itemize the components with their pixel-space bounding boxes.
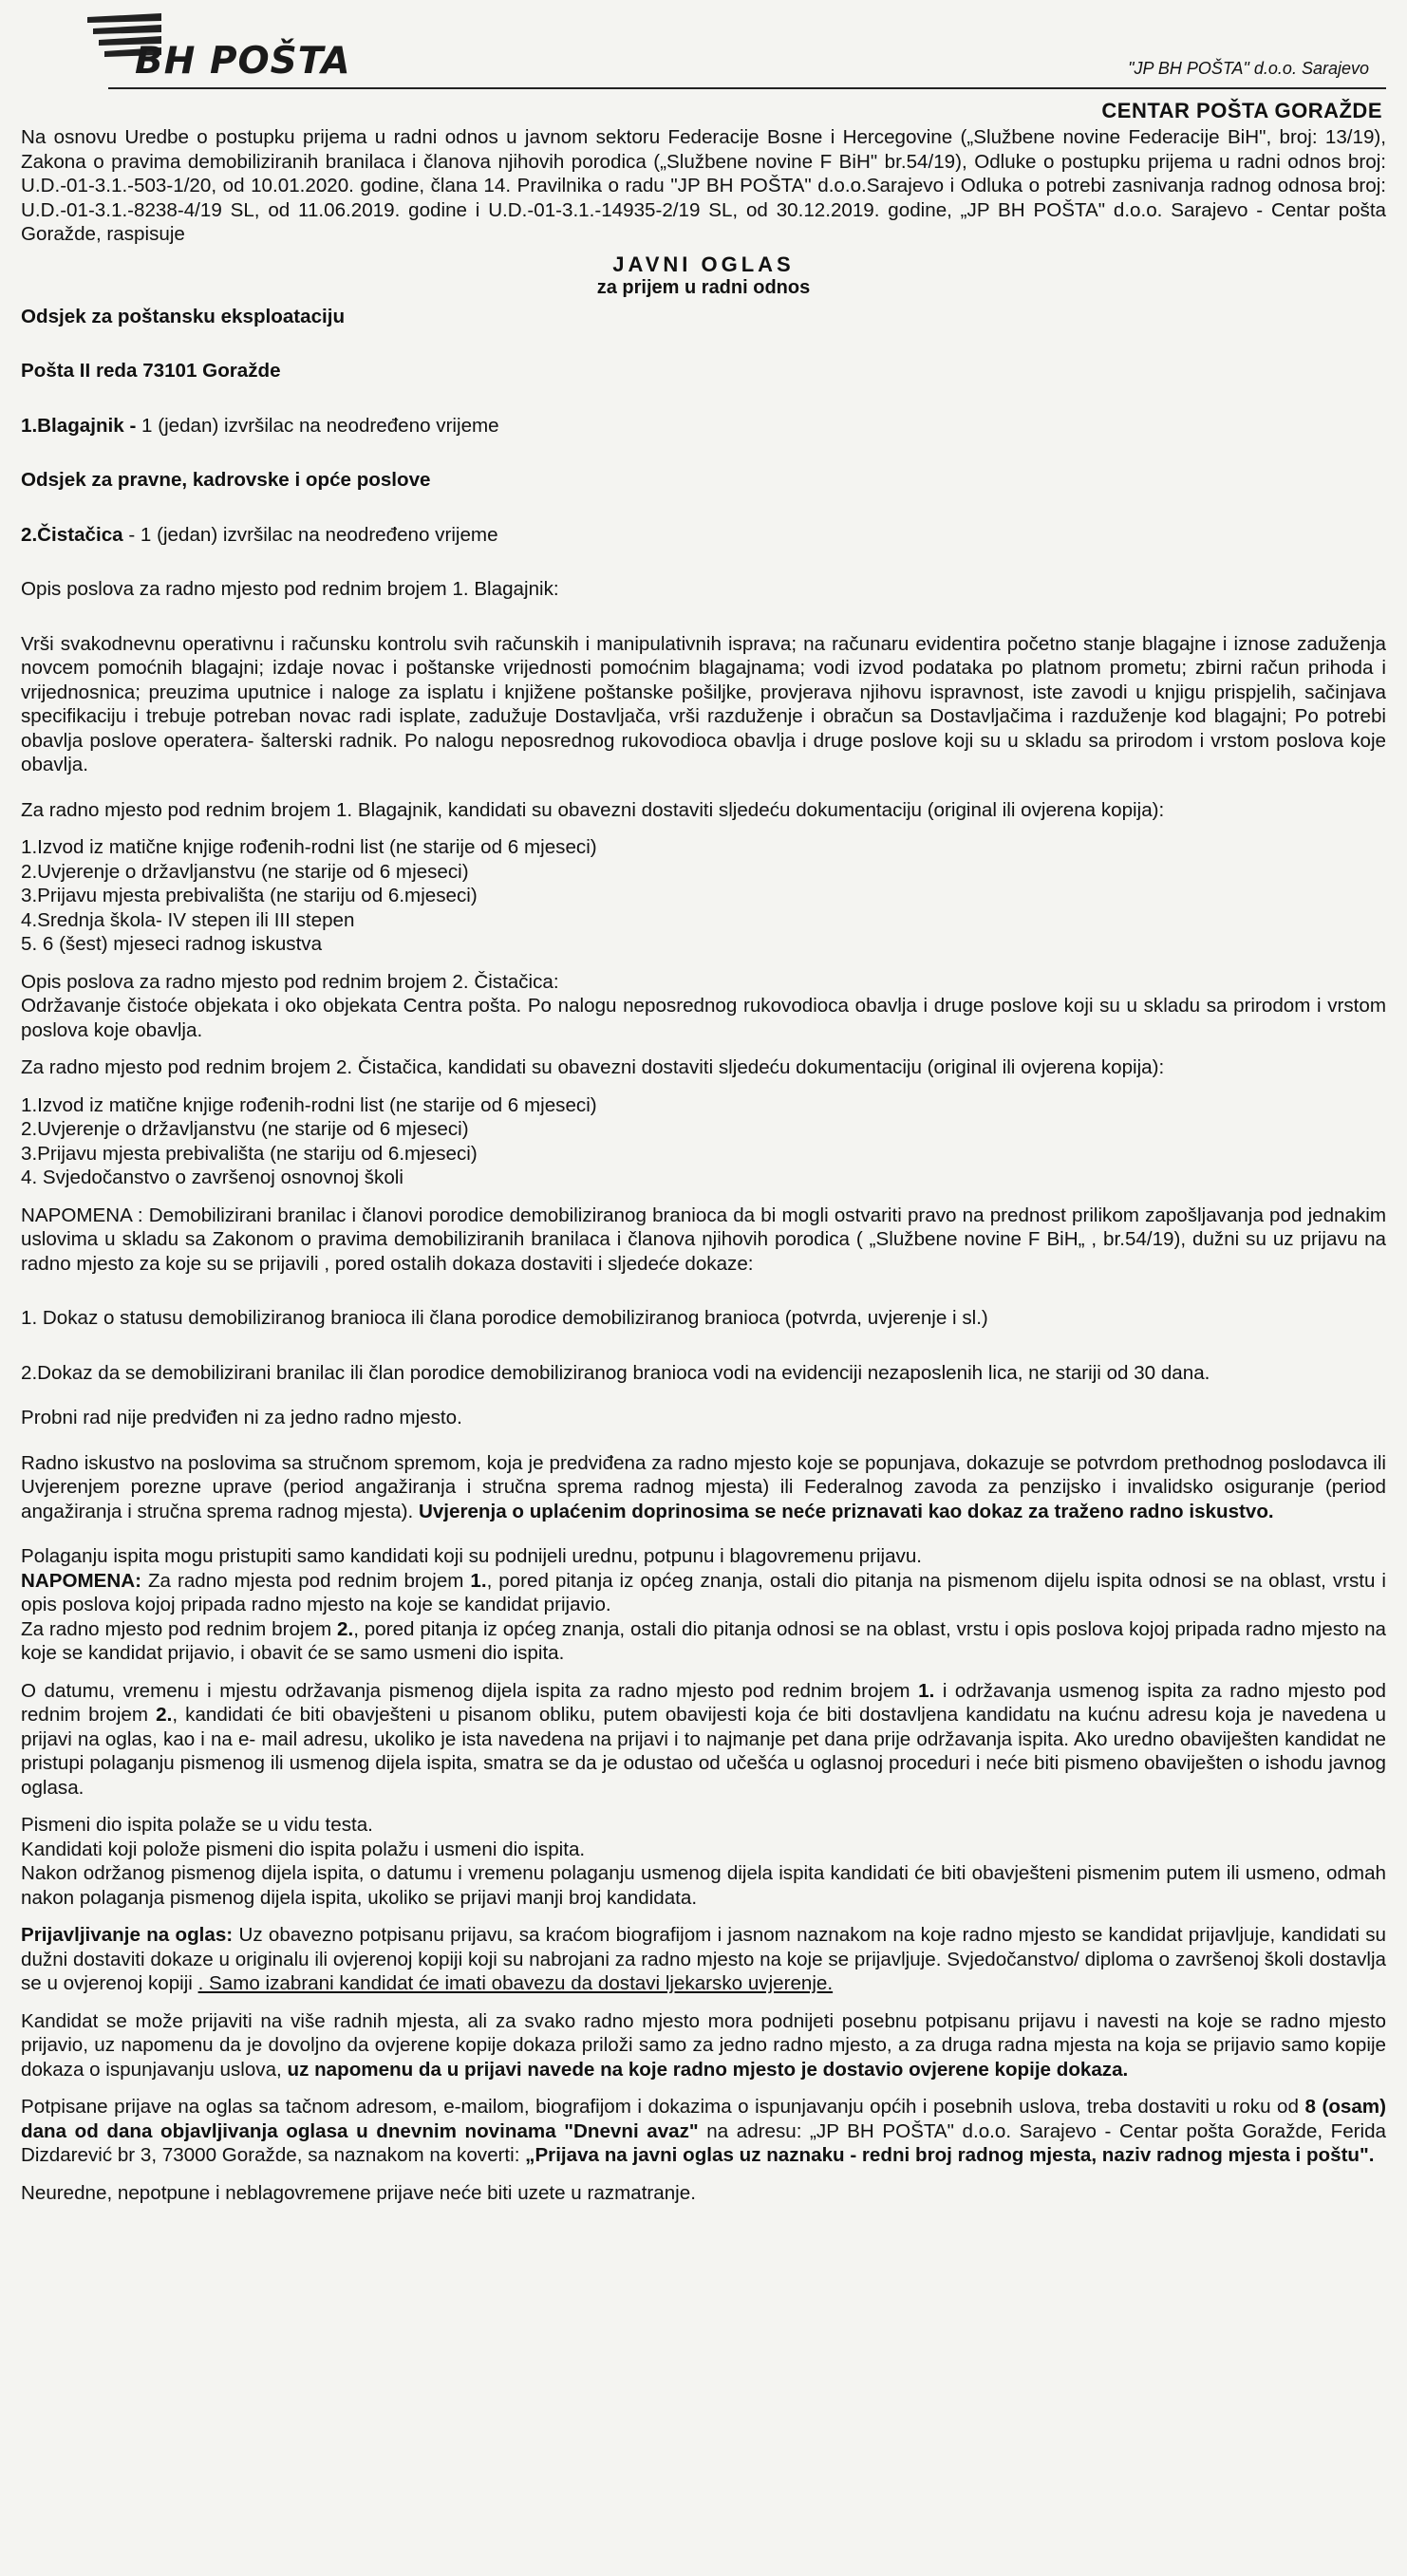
desc-1-text: Vrši svakodnevnu operativnu i računsku kontrolu svih računskih i manipulativnih isprava; na računaru evidentira početno stanje blagajne i iznose zaduženja novcem pomoćnih blagajni; izdaje novac i poštanske vrijednosti pomoćnim blagajnama; vodi izvod podataka po platnom prometu; zbirni račun prihoda i vrijednosnica; preuzima uputnice i naloge za isplatu i knjižene poštanske pošiljke, provjerava njihovu ispravnost, iste zavodi u knjigu prispjelih, sačinjava specifikaciju i trebuje potreban novac radi isplate, zadužuje Dostavljača, vrši razduženje i obračun sa Dostavljačima i razduženje kod blagajni; Po potrebi obavlja poslove operatera- šalterski radnik. Po nalogu neposrednog rukovodioca obavlja i druge poslove koji su u skladu sa prirodom i vrstom poslova koje obavlja. <box>21 632 1386 775</box>
submission-a: Potpisane prijave na oglas sa tačnom adresom, e-mailom, biografijom i dokazima o ispunjavanju općih i posebnih uslova, treba dostaviti u roku od <box>21 2096 1305 2118</box>
exam-date-paragraph <box>21 1679 1386 1801</box>
docs-1-item: 2.Uvjerenje o državljanstvu (ne starije od 6 mjeseci) <box>21 860 469 883</box>
position-1 <box>21 414 1386 439</box>
intro-paragraph: Na osnovu Uredbe o postupku prijema u radni odnos u javnom sektoru Federacije Bosne i Hercegovine („Službene novine Federacije BiH", broj: 13/19), Zakona o pravima demobiliziranih branilaca i članova njihovih porodica („Službene novine F BiH" br.54/19), Odluke o postupku prijema u radni odnos broj: U.D.-01-3.1.-503-1/20, od 10.01.2020. godine, člana 14. Pravilnika o radu "JP BH POŠTA" d.o.o.Sarajevo i Odluka o potrebi zasnivanja radnog odnosa broj: U.D.-01-3.1.-8238-4/19 SL, od 11.06.2019. godine i U.D.-01-3.1.-14935-2/19 SL, od 30.12.2019. godine, „JP BH POŠTA" d.o.o. Sarajevo - Centar pošta Goražde, raspisuje <box>21 126 1386 245</box>
docs-1-item: 5. 6 (šest) mjeseci radnog iskustva <box>21 933 323 955</box>
submission-paragraph <box>21 2095 1386 2168</box>
title-block <box>21 252 1386 301</box>
document-body <box>21 125 1386 2205</box>
experience-paragraph <box>21 1451 1386 1524</box>
exam-date-c: i održavanja usmenog ispita za radno mjesto pod rednim brojem <box>21 1679 1387 1726</box>
exam-note2-text-a: Za radno mjesto pod rednim brojem <box>21 1617 337 1640</box>
desc-1-heading: Opis poslova za radno mjesto pod rednim brojem 1. Blagajnik: <box>21 578 559 600</box>
written-exam-3: Nakon održanog pismenog dijela ispita, o datumu i vremenu polaganju usmenog dijela ispita kandidati će biti obavješteni pismenim putem ili usmeno, odmah nakon polaganja pismenog dijela ispita, ukoliko se prijavi manji broj kandidata. <box>21 1862 1386 1909</box>
submission-envelope: „Prijava na javni oglas uz naznaku - redni broj radnog mjesta, naziv radnog mjesta i poštu". <box>525 2144 1375 2166</box>
exam-note-text-a: Za radno mjesta pod rednim brojem <box>141 1569 471 1592</box>
department-1: Odsjek za poštansku eksploataciju <box>21 305 346 327</box>
experience-bold: Uvjerenja o uplaćenim doprinosima se neće priznavati kao dokaz za traženo radno iskustvo. <box>418 1500 1274 1522</box>
exam-date-d: 2. <box>156 1704 173 1726</box>
document-title: JAVNI OGLAS <box>612 252 795 276</box>
position-1-text: 1 (jedan) izvršilac na neodređeno vrijeme <box>136 414 499 437</box>
docs-1-heading: Za radno mjesto pod rednim brojem 1. Blagajnik, kandidati su obavezni dostaviti sljedeću dokumentaciju (original ili ovjerena kopija): <box>21 798 1165 821</box>
exam-note2-text-c: , pored pitanja iz općeg znanja, ostali dio pitanja odnosi se na oblast, vrstu i opis poslova kojoj pripada radno mjesto na koje se kandidat prijavio, i obavit će se samo usmeni dio ispita. <box>21 1617 1386 1664</box>
header-rule <box>108 87 1386 89</box>
application-underlined: . Samo izabrani kandidat će imati obavezu da dostavi ljekarsko uvjerenje. <box>197 1972 834 1994</box>
position-2-text: - 1 (jedan) izvršilac na neodređeno vrijeme <box>122 523 498 546</box>
position-1-label: 1.Blagajnik - <box>21 414 137 437</box>
submission-deadline: 8 (osam) dana od dana objavljivanja oglasa u dnevnim novinama "Dnevni avaz" <box>21 2096 1386 2142</box>
position-2 <box>21 523 1386 548</box>
department-2: Odsjek za pravne, kadrovske i opće poslove <box>21 469 431 491</box>
center-name: CENTAR POŠTA GORAŽDE <box>1101 99 1382 122</box>
masthead <box>21 0 1386 95</box>
exam-date-b: 1. <box>918 1679 935 1702</box>
docs-1-item: 3.Prijavu mjesta prebivališta (ne stariju od 6.mjeseci) <box>21 885 478 906</box>
proof-2: 2.Dokaz da se demobilizirani branilac ili član porodice demobiliziranog branioca vodi na evidenciji nezaposlenih lica, ne stariji od 30 dana. <box>21 1361 1210 1384</box>
position-2-label: 2.Čistačica <box>21 523 123 546</box>
probation-note: Probni rad nije predviđen ni za jedno radno mjesto. <box>21 1407 462 1428</box>
application-text: Uz obavezno potpisanu prijavu, sa kraćom biografijom i jasnom naznakom na koje radno mjesto se kandidat prijavljuje, kandidati su dužni dostaviti dokaze u originalu ili ovjerenoj kopiji koji su nabrojani za radno mjesto na koje se prijavljuje. Svjedočanstvo/ diploma o završenoj školi dostavlja se u ovjerenoj kopiji <box>21 1924 1387 1994</box>
written-exam-1: Pismeni dio ispita polaže se u vidu testa. <box>21 1814 373 1836</box>
submission-c: na adresu: „JP BH POŠTA" d.o.o. Sarajevo - Centar pošta Goražde, Ferida Dizdarević br 3, 73000 Goražde, sa naznakom na koverti: <box>21 2119 1386 2166</box>
docs-2-item: 4. Svjedočanstvo o završenoj osnovnoj školi <box>21 1167 403 1188</box>
bh-posta-logo <box>87 8 372 93</box>
docs-2-item: 2.Uvjerenje o državljanstvu (ne starije od 6 mjeseci) <box>21 1118 469 1140</box>
proof-1: 1. Dokaz o statusu demobiliziranog branioca ili člana porodice demobiliziranog branioca (potvrda, uvjerenje i sl.) <box>21 1307 988 1329</box>
docs-1-item: 4.Srednja škola- IV stepen ili III stepen <box>21 908 355 931</box>
multiple-positions-text: Kandidat se može prijaviti na više radnih mjesta, ali za svako radno mjesto mora podnijeti posebnu potpisanu prijavu i navesti na koje se radno mjesto prijavio, uz napomenu da je dovoljno da ovjerene kopije dokaza priloži samo za jedno radno mjesto, a za druga radna mjesta na koja se prijavio samo kopije dokaza o ispunjavanju uslova, <box>21 2009 1386 2081</box>
docs-1-item: 1.Izvod iz matične knjige rođenih-rodni list (ne starije od 6 mjeseci) <box>21 836 597 858</box>
multiple-positions-bold: uz napomenu da u prijavi navede na koje radno mjesto je dostavio ovjerene kopije dokaza. <box>287 2058 1129 2081</box>
post-office: Pošta II reda 73101 Goražde <box>21 360 281 382</box>
document-subtitle: za prijem u radni odnos <box>596 277 811 298</box>
docs-2-item: 3.Prijavu mjesta prebivališta (ne stariju od 6.mjeseci) <box>21 1142 478 1165</box>
company-name: "JP BH POŠTA" d.o.o. Sarajevo <box>1128 59 1369 78</box>
exam-date-a: O datumu, vremenu i mjestu održavanja pismenog dijela ispita za radno mjesto pod rednim brojem <box>21 1679 919 1702</box>
exam-note2-num: 2. <box>337 1617 354 1640</box>
exam-note-2 <box>21 1617 1386 1666</box>
written-exam-2: Kandidati koji polože pismeni dio ispita polažu i usmeni dio ispita. <box>21 1838 586 1860</box>
application-label: Prijavljivanje na oglas: <box>21 1924 234 1946</box>
exam-eligibility: Polaganju ispita mogu pristupiti samo kandidati koji su podnijeli urednu, potpunu i blagovremenu prijavu. <box>21 1545 923 1567</box>
exam-note-label: NAPOMENA: <box>21 1569 141 1592</box>
napomena-demobilized: NAPOMENA : Demobilizirani branilac i članovi porodice demobiliziranog branioca da bi mogli ostvariti pravo na prednost prilikom zapošljavanja pod jednakim uslovima u skladu sa Zakonom o pravima demobiliziranih branilaca i članova njihovih porodica ( „Službene novine F BiH„ , br.54/19), dužni su uz prijavu na radno mjesto za koje su se prijavili , pored ostalih dokaza dostaviti i sljedeće dokaze: <box>21 1204 1386 1275</box>
exam-date-e: , kandidati će biti obavješteni u pisanom obliku, putem obavijesti koja će biti dostavljena kandidatu na kućnu adresu koja je navedena u prijavi na oglas, kao i na e- mail adresu, ukoliko je ista navedena na prijavi i to najmanje pet dana prije održavanja ispita. Ako uredno obaviješten kandidat ne pristupi polaganju pismenog ili usmenog dijela ispita, smatra se da je odustao od učešća u oglasnoj proceduri i neće biti pismeno obaviješten o ishodu javnog oglasa. <box>21 1704 1386 1799</box>
multiple-positions-paragraph <box>21 2009 1386 2082</box>
logo-text: BH POŠTA <box>135 40 351 83</box>
exam-note-num: 1. <box>470 1569 487 1592</box>
docs-2-heading: Za radno mjesto pod rednim brojem 2. Čistačica, kandidati su obavezni dostaviti sljedeću dokumentaciju (original ili ovjerena kopija): <box>21 1056 1165 1078</box>
exam-note-1 <box>21 1569 1386 1617</box>
exam-note-text-c: , pored pitanja iz općeg znanja, ostali dio pitanja na pismenom dijelu ispita odnosi se na oblast, vrstu i opis poslova kojoj pripada radno mjesto na koje se kandidat prijavio. <box>21 1569 1386 1615</box>
experience-text: Radno iskustvo na poslovima sa stručnom spremom, koja je predviđena za radno mjesto koje se popunjava, dokazuje se potvrdom prethodnog poslodavca ili Uvjerenjem porezne uprave (period angažiranja i stručna sprema radnog mjesta) ili Federalnog zavoda za penzijsko i invalidsko osiguranje (period angažiranja i stručna sprema radnog mjesta). <box>21 1451 1386 1522</box>
desc-2-text: Održavanje čistoće objekata i oko objekata Centra pošta. Po nalogu neposrednog rukovodioca obavlja i druge poslove koji su u skladu sa prirodom i vrstom poslova koje obavlja. <box>21 995 1386 1041</box>
desc-2-heading: Opis poslova za radno mjesto pod rednim brojem 2. Čistačica: <box>21 970 559 993</box>
application-paragraph <box>21 1923 1386 1996</box>
incomplete-note: Neuredne, nepotpune i neblagovremene prijave neće biti uzete u razmatranje. <box>21 2181 696 2204</box>
docs-2-item: 1.Izvod iz matične knjige rođenih-rodni list (ne starije od 6 mjeseci) <box>21 1093 597 1116</box>
